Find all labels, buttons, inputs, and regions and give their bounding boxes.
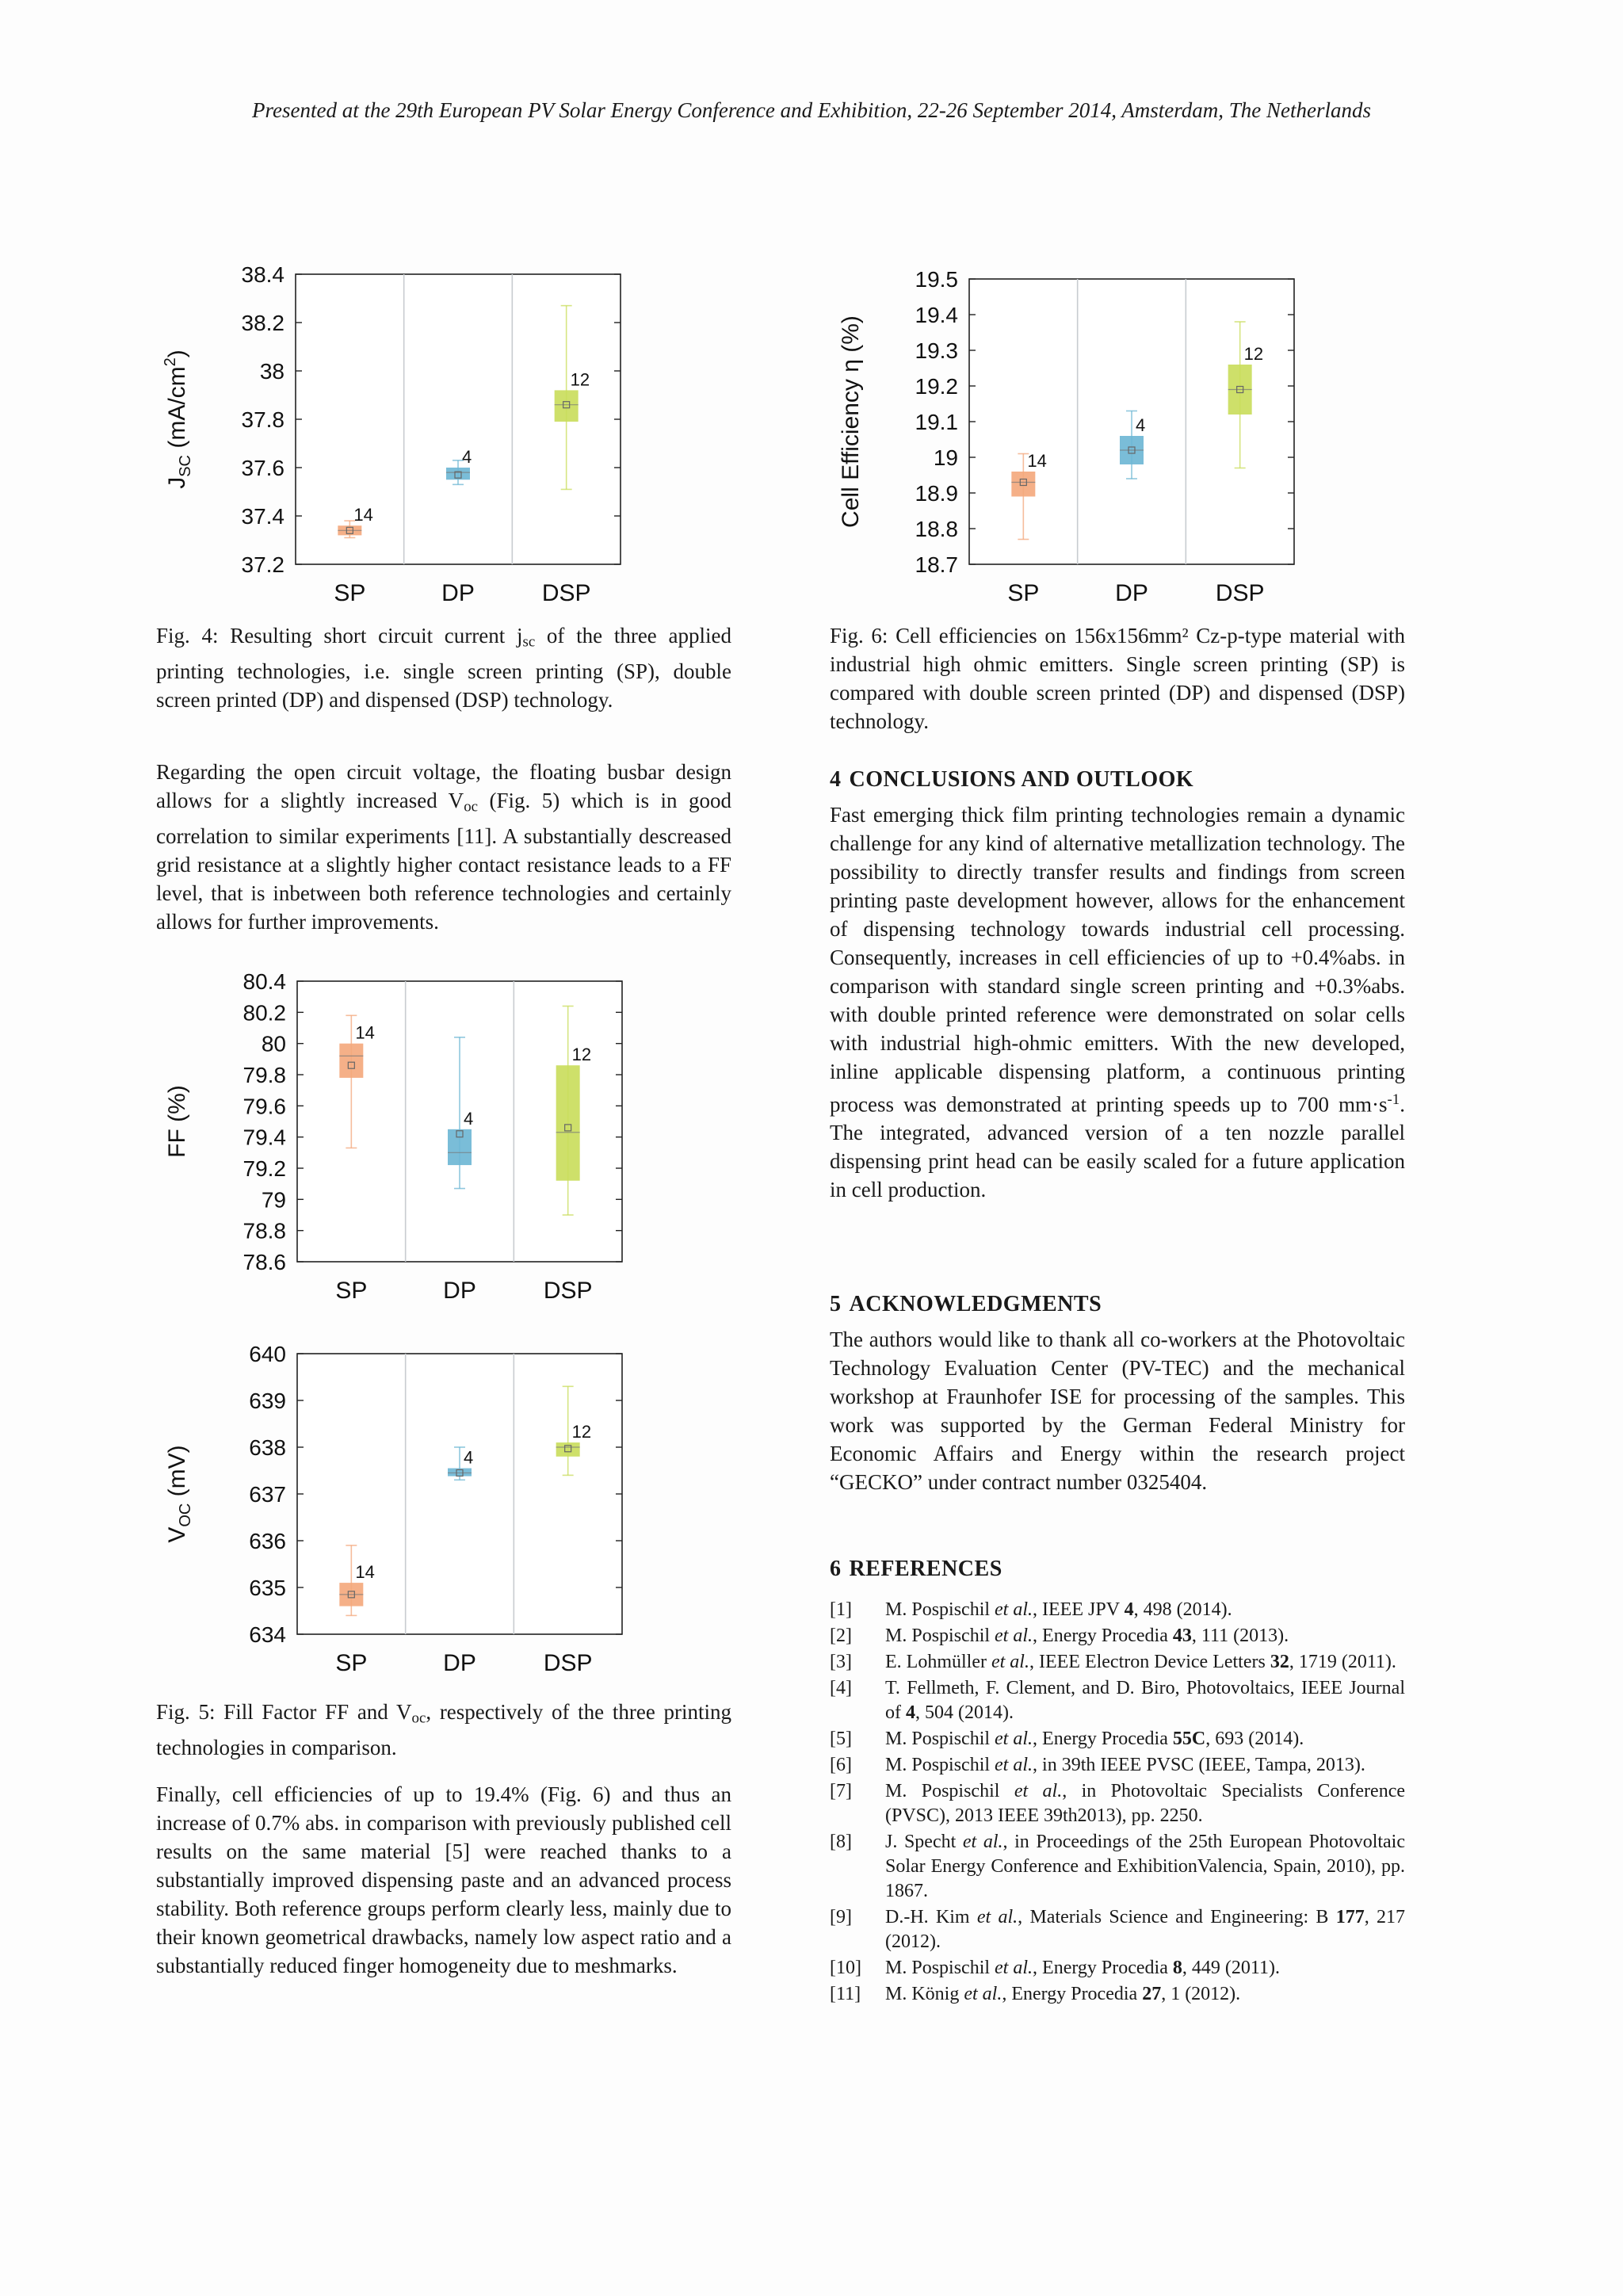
x-tick-label: SP (335, 1650, 368, 1676)
y-tick-label: 37.2 (241, 552, 285, 577)
fig5-voc-chart (155, 1331, 638, 1680)
reference-item (830, 1779, 1405, 1828)
reference-text: E. Lohmüller et al., IEEE Electron Device Letters 32, 1719 (2011). (885, 1652, 1396, 1672)
page-header: Presented at the 29th European PV Solar Energy Conference and Exhibition, 22-26 September 2014, Amsterdam, The Netherlands (251, 98, 1372, 122)
reference-list (830, 1598, 1405, 2008)
x-tick-label: DP (443, 1650, 476, 1676)
reference-item (830, 1727, 1405, 1752)
reference-number: [7] (830, 1781, 852, 1801)
y-tick-label: 19.3 (915, 338, 958, 363)
x-tick-label: DSP (543, 1278, 593, 1304)
y-tick-label: 79.8 (242, 1063, 286, 1087)
count-label: 12 (570, 369, 590, 390)
y-tick-label: 79.4 (242, 1125, 286, 1150)
reference-number: [4] (830, 1678, 852, 1698)
reference-text: M. König et al., Energy Procedia 27, 1 (2012). (885, 1984, 1241, 2004)
fig6-svg (828, 262, 1312, 610)
section-5-title: 5 ACKNOWLEDGMENTS (830, 1292, 1102, 1316)
fig4-chart (155, 262, 638, 610)
paragraph-efficiency: Finally, cell efficiencies of up to 19.4% (Fig. 6) and thus an increase of 0.7% abs. in comparison with previously published cell results on the same material [5] were reached thanks to a substantially improved dispensing paste and an advanced process stability. Both reference groups perform clearly less, mainly due to their known geometrical drawbacks, namely low aspect ratio and a substantially reduced finger homogeneity due to meshmarks. (156, 1782, 731, 1977)
section-4-title: 4 CONCLUSIONS AND OUTLOOK (830, 767, 1194, 792)
count-label: 12 (1243, 344, 1264, 364)
fig6-chart (828, 262, 1312, 610)
section-conclusions (830, 766, 1405, 1204)
y-tick-label: 80.2 (242, 1000, 286, 1026)
reference-item (830, 1753, 1405, 1778)
x-tick-label: DSP (541, 580, 591, 606)
count-label: 14 (355, 1022, 375, 1043)
count-label: 14 (353, 505, 373, 525)
y-tick-label: 78.8 (242, 1218, 286, 1244)
y-tick-label: 79 (261, 1187, 286, 1213)
section-4-text: Fast emerging thick film printing technologies remain a dynamic challenge for any kind of alternative metallization technology. The possibility to directly transfer results and findings from screen printing paste development however, allows for the enhancement of dispensing technology towards industrial cell processing. Consequently, increases in cell efficiencies of up to +0.4%abs. in comparison with standard single screen printing and +0.3%abs. with double printed reference were demonstrated on solar cells with industrial high-ohmic emitters. With the new developed, inline applicable dispensing platform, a continuous printing process was demonstrated at printing speeds up to 700 $mm\cdot s^{-1}$. The integrated, advanced version of a ten nozzle parallel dispensing print head can be easily scaled for a future application in cell production. (830, 803, 1405, 1202)
reference-text: M. Pospischil et al., Energy Procedia 55C, 693 (2014). (885, 1729, 1304, 1749)
reference-item (830, 1650, 1405, 1675)
y-tick-label: 19 (933, 445, 958, 470)
reference-item (830, 1905, 1405, 1954)
y-tick-label: 18.7 (915, 552, 958, 577)
count-label: 12 (571, 1422, 592, 1442)
reference-text: D.-H. Kim et al., Materials Science and Engineering: B 177, 217 (2012). (885, 1907, 1406, 1952)
fig4-caption: Fig. 4: Resulting short circuit current $j_{sc}$ of the three applied printing technologies, i.e. single screen printing (SP), double screen printed (DP) and dispensed (DSP) technology. (156, 624, 731, 712)
fig5-ff-chart (155, 959, 638, 1308)
section-5-text: The authors would like to thank all co-workers at the Photovoltaic Technology Evaluation Center (PV-TEC) and the mechanical workshop at Fraunhofer ISE for processing of the samples. This work was supported by the German Federal Ministry for Economic Affairs and Energy within the research project “GECKO” under contract number 0325404. (830, 1328, 1405, 1494)
y-tick-label: 635 (249, 1576, 286, 1600)
reference-text: M. Pospischil et al., in 39th IEEE PVSC (IEEE, Tampa, 2013). (885, 1755, 1365, 1775)
reference-text: M. Pospischil et al., in Photovoltaic Specialists Conference (PVSC), 2013 IEEE 39th2013), pp. 2250. (885, 1781, 1406, 1826)
box-dp (448, 1129, 472, 1165)
reference-number: [9] (830, 1907, 852, 1927)
y-tick-label: 80.4 (242, 969, 286, 994)
y-tick-label: 638 (249, 1435, 286, 1460)
y-tick-label: 19.4 (915, 303, 958, 327)
x-tick-label: SP (335, 1278, 368, 1304)
reference-item (830, 1956, 1405, 1981)
count-label: 4 (464, 1108, 474, 1129)
reference-number: [1] (830, 1599, 852, 1620)
reference-item (830, 1598, 1405, 1622)
box-dsp (555, 390, 579, 422)
x-tick-label: DSP (543, 1650, 593, 1676)
box-dsp (556, 1065, 580, 1181)
y-tick-label: 18.9 (915, 481, 958, 506)
y-tick-label: 639 (249, 1389, 286, 1413)
y-tick-label: 19.1 (915, 410, 958, 434)
y-tick-label: 79.6 (242, 1094, 286, 1119)
y-tick-label: 636 (249, 1529, 286, 1553)
reference-item (830, 1982, 1405, 2007)
reference-item (830, 1830, 1405, 1904)
y-tick-label: 37.8 (241, 407, 285, 432)
y-tick-label: 37.6 (241, 456, 285, 480)
y-tick-label: 637 (249, 1482, 286, 1507)
reference-text: J. Specht et al., in Proceedings of the 25th European Photovoltaic Solar Energy Conference and ExhibitionValencia, Spain, 2010), pp. 1867. (885, 1832, 1405, 1901)
section-references (830, 1555, 1405, 1584)
section-acknowledgments (830, 1290, 1405, 1496)
box-sp (339, 1044, 363, 1078)
x-tick-label: DSP (1215, 580, 1265, 606)
x-tick-label: SP (334, 580, 366, 606)
x-tick-label: DP (1115, 580, 1148, 606)
y-tick-label: 78.6 (242, 1250, 286, 1274)
fig5-caption: Fig. 5: Fill Factor FF and $V_{oc}$, respectively of the three printing technologies in comparison. (156, 1700, 731, 1759)
y-axis-label: $V_{OC}$ (mV) (164, 1445, 194, 1543)
reference-text: M. Pospischil et al., Energy Procedia 8, 449 (2011). (885, 1958, 1280, 1978)
y-tick-label: 38.2 (241, 311, 285, 335)
y-tick-label: 79.2 (242, 1156, 286, 1181)
reference-number: [5] (830, 1729, 852, 1749)
y-tick-label: 18.8 (915, 517, 958, 541)
fig5-voc-svg (155, 1331, 638, 1680)
y-axis-label: FF (%) (164, 1085, 190, 1158)
y-tick-label: 640 (249, 1342, 286, 1366)
count-label: 4 (1136, 415, 1146, 435)
reference-item (830, 1624, 1405, 1648)
y-axis-label: $J_{SC}$ $(mA/cm^2)$ (162, 350, 194, 489)
count-label: 14 (1027, 451, 1047, 471)
x-tick-label: DP (441, 580, 475, 606)
x-tick-label: DP (443, 1278, 476, 1304)
reference-number: [10] (830, 1958, 861, 1978)
y-axis-label: Cell Efficiency η (%) (838, 315, 864, 528)
fig5-ff-svg (155, 959, 638, 1308)
y-tick-label: 38 (259, 359, 285, 384)
reference-number: [8] (830, 1832, 852, 1852)
fig4-svg (155, 262, 638, 610)
reference-number: [6] (830, 1755, 852, 1775)
reference-number: [11] (830, 1984, 861, 2004)
y-tick-label: 80 (261, 1031, 286, 1056)
box-dsp (556, 1442, 580, 1457)
reference-item (830, 1676, 1405, 1725)
reference-text: M. Pospischil et al., Energy Procedia 43, 111 (2013). (885, 1626, 1289, 1646)
count-label: 12 (571, 1045, 592, 1065)
reference-number: [2] (830, 1626, 852, 1646)
fig6-caption: Fig. 6: Cell efficiencies on 156x156mm² Cz-p-type material with industrial high ohmic emitters. Single screen printing (SP) is compared with double screen printed (DP) and dispensed (DSP) technology. (830, 624, 1405, 733)
reference-text: M. Pospischil et al., IEEE JPV 4, 498 (2014). (885, 1599, 1232, 1620)
y-tick-label: 37.4 (241, 504, 285, 529)
y-tick-label: 38.4 (241, 262, 285, 287)
count-label: 14 (355, 1562, 375, 1583)
count-label: 4 (462, 447, 472, 467)
y-tick-label: 19.5 (915, 267, 958, 292)
paragraph-voc: Regarding the open circuit voltage, the floating busbar design allows for a slightly increased $V_{oc}$ (Fig. 5) which is in good correlation to similar experiments [11]. A substantially descreased grid resistance at a slightly higher contact resistance leads to a FF level, that is inbetween both reference technologies and certainly allows for further improvements. (156, 760, 731, 934)
y-tick-label: 634 (249, 1622, 286, 1647)
section-6-title: 6 REFERENCES (830, 1557, 1002, 1581)
reference-text: T. Fellmeth, F. Clement, and D. Biro, Photovoltaics, IEEE Journal of 4, 504 (2014). (885, 1678, 1405, 1723)
x-tick-label: SP (1007, 580, 1040, 606)
box-sp (1011, 472, 1035, 497)
count-label: 4 (464, 1447, 474, 1468)
reference-number: [3] (830, 1652, 852, 1672)
y-tick-label: 19.2 (915, 374, 958, 399)
